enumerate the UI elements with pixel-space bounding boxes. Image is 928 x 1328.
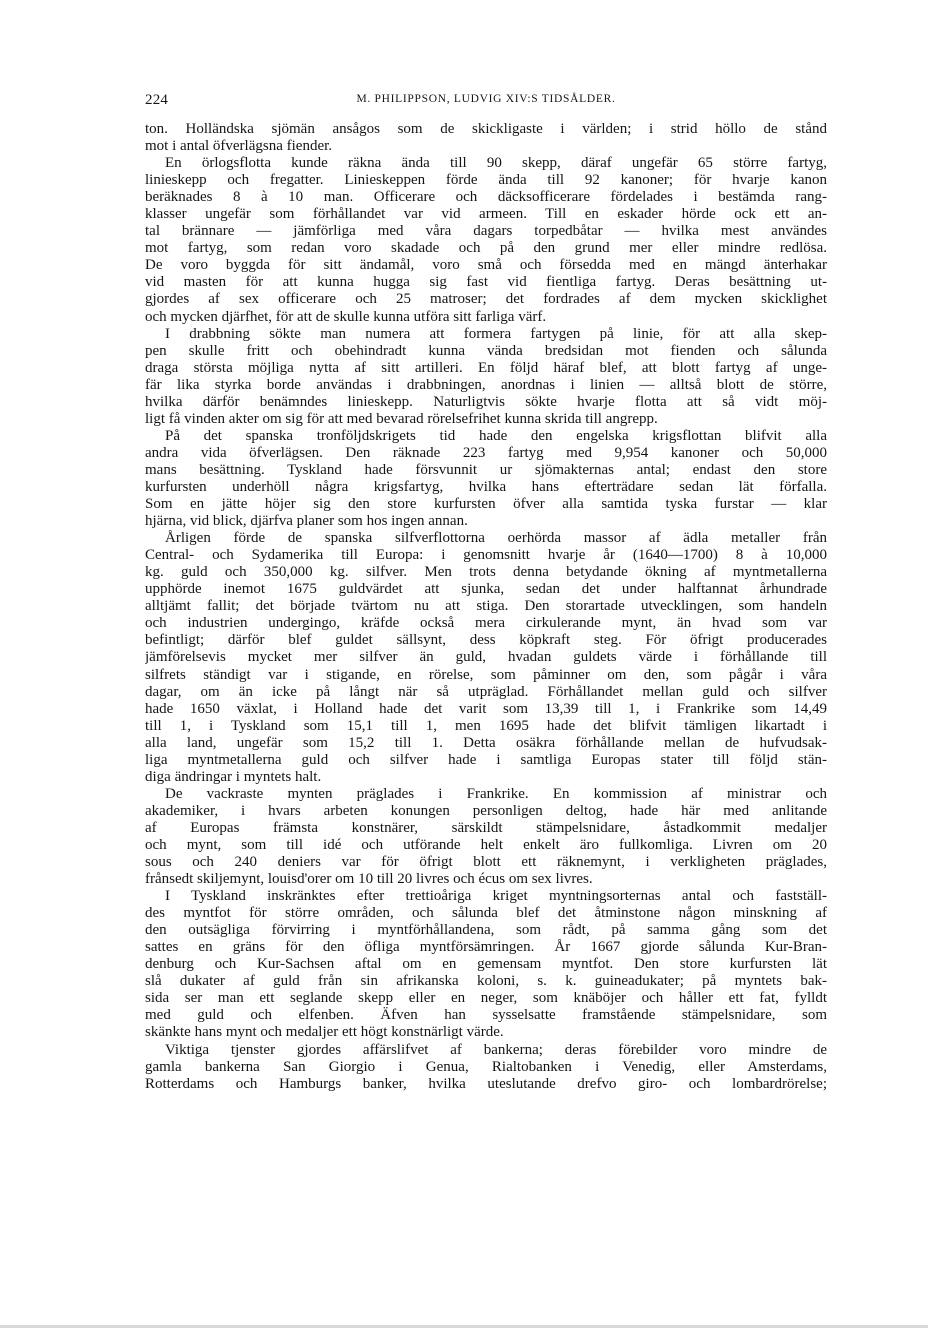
text-line: sattes en gräns för den öfliga myntförsämringen. År 1667 gjorde sålunda Kur-Bran-	[145, 939, 827, 956]
text-line: I drabbning sökte man numera att formera fartygen på linie, för att alla skep-	[165, 325, 827, 342]
text-line: af Europas främsta konstnärer, särskildt stämpelsnidare, åstadkommit medaljer	[145, 819, 827, 836]
text-line: tal brännare — jämförliga med våra dagars torpedbåtar — hvilka mest användes	[145, 223, 827, 240]
text-line: mot fartyg, som redan voro skadade och på den grund mer eller mindre redlösa.	[145, 240, 827, 257]
text-line: des myntfot för större områden, och sålunda blef det åtminstone någon minskning af	[145, 905, 827, 922]
text-line: mans besättning. Tyskland hade försvunnit ur sjömakternas antal; endast den store	[145, 461, 827, 478]
text-line: den outsägliga förvirring i myntförhållandena, som rådt, på samma gång som det	[145, 922, 827, 939]
text-line: gjordes af sex officerare och 25 matroser; det fordrades af dem mycken skicklighet	[145, 291, 827, 308]
text-line: Årligen förde de spanska silfverflottorna oerhörda massor af ädla metaller från	[165, 530, 827, 547]
text-line: och industrien undergingo, kräfde också mera cirkulerande mynt, än hvad som var	[145, 615, 827, 632]
text-line: hade 1650 växlat, i Holland hade det varit som 13,39 till 1, i Frankrike som 14,49	[145, 700, 827, 717]
text-line: mot i antal öfverlägsna fiender.	[145, 138, 333, 155]
text-line: alla land, ungefär som 15,2 till 1. Detta osäkra förhållande mellan de hufvudsak-	[145, 734, 827, 751]
text-line: upphörde inemot 1675 guldvärdet att sjunka, sedan det under halftannat århundrade	[145, 581, 827, 598]
text-line: kg. guld och 350,000 kg. silfver. Men trots denna betydande ökning af myntmetallerna	[145, 564, 827, 581]
text-line: De voro byggda för sitt ändamål, voro små och försedda med en mängd änterhakar	[145, 257, 827, 274]
text-line: frånsedt skiljemynt, louisd'orer om 10 till 20 livres och écus om sex livres.	[145, 871, 593, 888]
text-line: denburg och Kur-Sachsen aftal om en gemensam myntfot. Den store kurfursten lät	[145, 956, 827, 973]
text-line: befintligt; därför blef guldet sällsynt, dess köpkraft steg. För öfrigt producerades	[145, 632, 827, 649]
text-line: hvilka därför benämndes linieskepp. Naturligtvis sökte hvarje flotta att så vidt möj-	[145, 393, 827, 410]
text-line: De vackraste mynten präglades i Frankrike. En kommission af ministrar och	[165, 785, 827, 802]
page-number: 224	[145, 92, 169, 108]
text-line: kurfursten underhöll några krigsfartyg, hvilka hans efterträdare sedan lät förfalla.	[145, 478, 827, 495]
text-line: silfrets ständigt var i stigande, en rörelse, som påminner om den, som pågår i våra	[145, 666, 827, 683]
text-line: draga största möjliga nytta af sitt artilleri. En följd häraf blef, att blott fartyg af unge-	[145, 359, 827, 376]
page-header	[145, 92, 827, 112]
running-title: M. PHILIPPSON, LUDVIG XIV:S TIDSÅLDER.	[356, 93, 616, 105]
text-line: alltjämt fallit; det började tvärtom nu att stiga. Den storartade utvecklingen, som handeln	[145, 598, 827, 615]
text-line: skänkte hans mynt och medaljer ett högt konstnärligt värde.	[145, 1024, 504, 1041]
text-line: sida ser man ett seglande skepp eller en neger, som knäböjer och håller ett fat, fylldt	[145, 990, 827, 1007]
text-line: jämförelsevis mycket mer silfver än guld, hvadan guldets värde i förhållande till	[145, 649, 827, 666]
text-line: pen skulle fritt och obehindradt kunna vända bredsidan mot fienden och sålunda	[145, 342, 827, 359]
text-line: liga myntmetallerna guld och silfver hade i samtliga Europas stater till följd stän-	[145, 751, 827, 768]
text-line: vid masten för att kunna hugga sig fast vid fientliga fartyg. Deras besättning ut-	[145, 274, 827, 291]
text-line: slå dukater af guld från sin afrikanska koloni, s. k. guineadukater; på myntets bak-	[145, 973, 827, 990]
text-line: Rotterdams och Hamburgs banker, hvilka uteslutande drefvo giro- och lombardrörelse;	[145, 1075, 827, 1092]
text-line: akademiker, i hvars arbeten konungen personligen deltog, hade här med anlitande	[145, 802, 827, 819]
text-line: andra vida öfverlägsen. Den räknade 223 fartyg med 9,954 kanoner och 50,000	[145, 444, 827, 461]
text-line: gamla bankerna San Giorgio i Genua, Rialtobanken i Venedig, eller Amsterdams,	[145, 1058, 827, 1075]
text-line: med guld och elfenben. Äfven han sysselsatte framstående stämpelsnidare, som	[145, 1007, 827, 1024]
text-line: dagar, om än icke på långt när så utpräglad. Förhållandet mellan guld och silfver	[145, 683, 827, 700]
text-line: ligt få vinden akter om sig för att med bevarad rörelsefrihet kunna skrida till angrepp.	[145, 410, 658, 427]
text-line: fär lika styrka borde användas i drabbningen, anordnas i linien — alltså blott de större,	[145, 376, 827, 393]
text-line: På det spanska tronföljdskrigets tid hade den engelska krigsflottan blifvit alla	[165, 427, 827, 444]
text-line: Central- och Sydamerika till Europa: i genomsnitt hvarje år (1640—1700) 8 à 10,000	[145, 547, 827, 564]
text-line: ton. Holländska sjömän ansågos som de skickligaste i världen; i strid höllo de stånd	[145, 121, 827, 137]
text-line: I Tyskland inskränktes efter trettioåriga kriget myntningsorternas antal och fastställ-	[165, 888, 827, 905]
text-line: En örlogsflotta kunde räkna ända till 90 skepp, däraf ungefär 65 större fartyg,	[165, 155, 827, 172]
text-line: till 1, i Tyskland som 15,1 till 1, men 1695 hade det blifvit tämligen likartadt i	[145, 717, 827, 734]
text-line: och mycken djärfhet, för att de skulle kunna utföra sitt farliga värf.	[145, 308, 547, 325]
text-line: klasser ungefär som förhållandet var vid armeen. Till en eskader hörde ock ett an-	[145, 206, 827, 223]
text-line: sous och 240 deniers var för öfrigt blott ett räknemynt, i verkligheten präglades,	[145, 854, 827, 871]
text-line: diga ändringar i myntets halt.	[145, 768, 322, 785]
body-text	[145, 121, 827, 1093]
text-line: och mynt, som till idé och utförande helt enkelt äro fullkomliga. Livren om 20	[145, 836, 827, 853]
text-line: Viktiga tjenster gjordes affärslifvet af bankerna; deras förebilder voro mindre de	[165, 1041, 827, 1058]
text-line: hjärna, vid blick, djärfva planer som hos ingen annan.	[145, 513, 468, 530]
text-line: beräknades 8 à 10 man. Officerare och däcksofficerare fördelades i bestämda rang-	[145, 189, 827, 206]
text-line: linieskepp och fregatter. Linieskeppen förde ända till 92 kanoner; för hvarje kanon	[145, 172, 827, 189]
text-line: Som en jätte höjer sig den store kurfursten öfver alla samtida tyska furstar — klar	[145, 496, 827, 513]
